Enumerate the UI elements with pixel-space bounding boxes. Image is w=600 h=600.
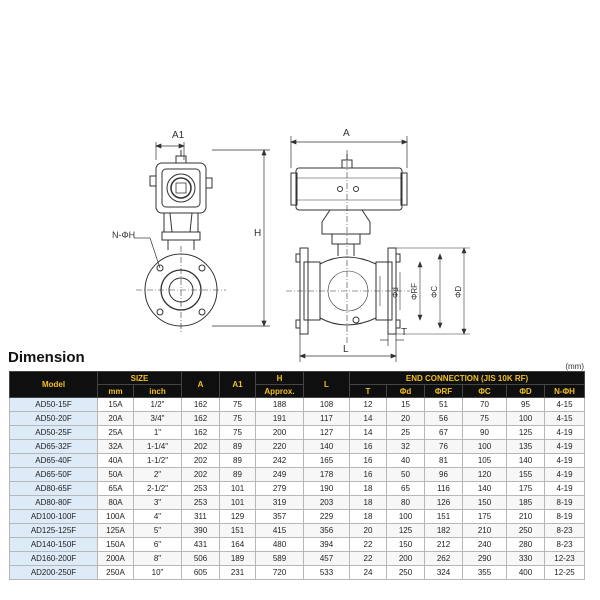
table-cell: 12-25 <box>545 566 585 580</box>
table-cell: 81 <box>425 454 463 468</box>
table-cell: 8-23 <box>545 524 585 538</box>
table-cell: 89 <box>220 440 256 454</box>
table-cell: 250 <box>387 566 425 580</box>
table-cell: 390 <box>182 524 220 538</box>
table-cell: 191 <box>256 412 304 426</box>
table-cell: 1-1/4" <box>134 440 182 454</box>
table-cell: 190 <box>304 482 350 496</box>
table-cell: 164 <box>220 538 256 552</box>
table-cell: 127 <box>304 426 350 440</box>
header-h: H <box>256 372 304 385</box>
table-cell: 126 <box>425 496 463 510</box>
table-cell: 4-15 <box>545 412 585 426</box>
table-cell: 40A <box>98 454 134 468</box>
table-cell: 150A <box>98 538 134 552</box>
table-cell: 50 <box>387 468 425 482</box>
table-cell: 140 <box>463 482 507 496</box>
table-row <box>10 454 585 468</box>
table-cell: 4-19 <box>545 454 585 468</box>
table-cell: 3/4" <box>134 412 182 426</box>
model-cell: AD200-250F <box>10 566 98 580</box>
table-cell: 262 <box>425 552 463 566</box>
table-cell: 200 <box>256 426 304 440</box>
model-cell: AD65-50F <box>10 468 98 482</box>
table-cell: 16 <box>350 468 387 482</box>
table-cell: 89 <box>220 454 256 468</box>
label-a: A <box>343 128 350 139</box>
table-cell: 15A <box>98 398 134 412</box>
table-cell: 25 <box>387 426 425 440</box>
model-cell: AD160-200F <box>10 552 98 566</box>
table-cell: 18 <box>350 496 387 510</box>
table-cell: 150 <box>463 496 507 510</box>
table-cell: 100 <box>463 440 507 454</box>
table-cell: 70 <box>463 398 507 412</box>
table-cell: 140 <box>507 454 545 468</box>
table-cell: 188 <box>256 398 304 412</box>
table-cell: 8-19 <box>545 496 585 510</box>
table-cell: 290 <box>463 552 507 566</box>
label-phi-c: ΦC <box>430 285 439 298</box>
table-cell: 250A <box>98 566 134 580</box>
table-cell: 356 <box>304 524 350 538</box>
table-row <box>10 468 585 482</box>
table-cell: 415 <box>256 524 304 538</box>
table-cell: 51 <box>425 398 463 412</box>
table-row <box>10 426 585 440</box>
table-cell: 210 <box>507 510 545 524</box>
table-cell: 75 <box>220 426 256 440</box>
table-cell: 280 <box>507 538 545 552</box>
table-cell: 355 <box>463 566 507 580</box>
table-row <box>10 398 585 412</box>
table-cell: 605 <box>182 566 220 580</box>
table-cell: 116 <box>425 482 463 496</box>
table-cell: 89 <box>220 468 256 482</box>
table-cell: 76 <box>425 440 463 454</box>
table-cell: 4-15 <box>545 398 585 412</box>
model-cell: AD50-25F <box>10 426 98 440</box>
table-cell: 185 <box>507 496 545 510</box>
table-cell: 22 <box>350 552 387 566</box>
model-cell: AD80-65F <box>10 482 98 496</box>
label-a1: A1 <box>172 130 185 141</box>
label-n-phi-h: N-ΦH <box>112 230 136 240</box>
table-cell: 480 <box>256 538 304 552</box>
table-cell: 32 <box>387 440 425 454</box>
table-cell: 324 <box>425 566 463 580</box>
table-cell: 151 <box>220 524 256 538</box>
table-cell: 95 <box>507 398 545 412</box>
table-cell: 1/2" <box>134 398 182 412</box>
table-cell: 240 <box>463 538 507 552</box>
model-cell: AD50-15F <box>10 398 98 412</box>
table-cell: 4-19 <box>545 426 585 440</box>
table-cell: 16 <box>350 440 387 454</box>
header-l: L <box>304 372 350 398</box>
section-title: Dimension <box>8 349 85 366</box>
table-cell: 200A <box>98 552 134 566</box>
table-cell: 200 <box>387 552 425 566</box>
table-cell: 212 <box>425 538 463 552</box>
header-n-phi-h: N-ΦH <box>545 385 585 398</box>
table-cell: 135 <box>507 440 545 454</box>
table-cell: 5" <box>134 524 182 538</box>
table-cell: 125A <box>98 524 134 538</box>
table-cell: 125 <box>387 524 425 538</box>
table-cell: 202 <box>182 468 220 482</box>
left-end-view <box>134 150 226 334</box>
table-cell: 75 <box>220 412 256 426</box>
table-cell: 220 <box>256 440 304 454</box>
table-cell: 2" <box>134 468 182 482</box>
table-cell: 431 <box>182 538 220 552</box>
table-cell: 253 <box>182 482 220 496</box>
table-cell: 24 <box>350 566 387 580</box>
table-cell: 175 <box>507 482 545 496</box>
table-cell: 20A <box>98 412 134 426</box>
table-cell: 279 <box>256 482 304 496</box>
table-cell: 253 <box>182 496 220 510</box>
table-cell: 80A <box>98 496 134 510</box>
table-cell: 8-23 <box>545 538 585 552</box>
table-cell: 4-19 <box>545 482 585 496</box>
table-cell: 8-19 <box>545 510 585 524</box>
table-cell: 1-1/2" <box>134 454 182 468</box>
table-cell: 3" <box>134 496 182 510</box>
table-cell: 120 <box>463 468 507 482</box>
table-cell: 80 <box>387 496 425 510</box>
table-cell: 67 <box>425 426 463 440</box>
label-phi-rf: ΦRF <box>410 282 419 300</box>
table-cell: 330 <box>507 552 545 566</box>
table-cell: 100 <box>507 412 545 426</box>
table-row <box>10 482 585 496</box>
table-cell: 140 <box>304 440 350 454</box>
header-phi-c: ΦC <box>463 385 507 398</box>
dimension-table <box>9 371 585 580</box>
table-cell: 15 <box>387 398 425 412</box>
table-cell: 75 <box>463 412 507 426</box>
table-cell: 117 <box>304 412 350 426</box>
table-cell: 12-23 <box>545 552 585 566</box>
table-cell: 108 <box>304 398 350 412</box>
table-cell: 125 <box>507 426 545 440</box>
table-cell: 75 <box>220 398 256 412</box>
table-cell: 18 <box>350 482 387 496</box>
header-phi-D: ΦD <box>507 385 545 398</box>
table-cell: 210 <box>463 524 507 538</box>
table-cell: 1" <box>134 426 182 440</box>
table-cell: 18 <box>350 510 387 524</box>
unit-note: (mm) <box>565 362 584 371</box>
table-cell: 40 <box>387 454 425 468</box>
model-cell: AD100-100F <box>10 510 98 524</box>
table-cell: 155 <box>507 468 545 482</box>
table-cell: 6" <box>134 538 182 552</box>
table-cell: 4" <box>134 510 182 524</box>
header-model: Model <box>10 372 98 398</box>
header-a1: A1 <box>220 372 256 398</box>
table-body <box>10 398 585 580</box>
table-cell: 229 <box>304 510 350 524</box>
table-row <box>10 566 585 580</box>
table-cell: 457 <box>304 552 350 566</box>
table-cell: 10" <box>134 566 182 580</box>
table-row <box>10 538 585 552</box>
header-a: A <box>182 372 220 398</box>
table-cell: 50A <box>98 468 134 482</box>
dim-a <box>291 136 407 168</box>
table-row <box>10 496 585 510</box>
header-size: SIZE <box>98 372 182 385</box>
table-cell: 32A <box>98 440 134 454</box>
table-cell: 175 <box>463 510 507 524</box>
table-cell: 20 <box>387 412 425 426</box>
table-cell: 65A <box>98 482 134 496</box>
table-cell: 151 <box>425 510 463 524</box>
table-cell: 56 <box>425 412 463 426</box>
table-cell: 14 <box>350 412 387 426</box>
table-cell: 250 <box>507 524 545 538</box>
table-cell: 16 <box>350 454 387 468</box>
header-approx: Approx. <box>256 385 304 398</box>
table-cell: 202 <box>182 454 220 468</box>
table-cell: 506 <box>182 552 220 566</box>
model-cell: AD140-150F <box>10 538 98 552</box>
table-cell: 400 <box>507 566 545 580</box>
table-cell: 162 <box>182 398 220 412</box>
table-cell: 96 <box>425 468 463 482</box>
dim-h <box>212 150 270 326</box>
dim-a1 <box>156 142 184 160</box>
table-cell: 100A <box>98 510 134 524</box>
table-row <box>10 412 585 426</box>
label-phi-d-small: Φd <box>391 287 400 298</box>
table-cell: 249 <box>256 468 304 482</box>
table-cell: 231 <box>220 566 256 580</box>
table-cell: 101 <box>220 482 256 496</box>
table-cell: 100 <box>387 510 425 524</box>
table-cell: 150 <box>387 538 425 552</box>
header-end-connection: END CONNECTION (JIS 10K RF) <box>350 372 585 385</box>
table-cell: 14 <box>350 426 387 440</box>
table-cell: 20 <box>350 524 387 538</box>
label-l: L <box>343 344 349 355</box>
model-cell: AD65-40F <box>10 454 98 468</box>
table-cell: 394 <box>304 538 350 552</box>
table-cell: 101 <box>220 496 256 510</box>
table-cell: 105 <box>463 454 507 468</box>
table-row <box>10 440 585 454</box>
model-cell: AD80-80F <box>10 496 98 510</box>
table-cell: 589 <box>256 552 304 566</box>
label-phi-D: ΦD <box>454 285 463 298</box>
table-cell: 4-19 <box>545 468 585 482</box>
table-cell: 319 <box>256 496 304 510</box>
table-cell: 182 <box>425 524 463 538</box>
table-cell: 129 <box>220 510 256 524</box>
table-cell: 357 <box>256 510 304 524</box>
table-cell: 720 <box>256 566 304 580</box>
table-cell: 162 <box>182 412 220 426</box>
model-cell: AD65-32F <box>10 440 98 454</box>
header-t: T <box>350 385 387 398</box>
header-inch: inch <box>134 385 182 398</box>
table-cell: 2-1/2" <box>134 482 182 496</box>
header-mm: mm <box>98 385 134 398</box>
table-row <box>10 552 585 566</box>
table-row <box>10 524 585 538</box>
table-cell: 22 <box>350 538 387 552</box>
table-cell: 533 <box>304 566 350 580</box>
table-cell: 65 <box>387 482 425 496</box>
table-cell: 178 <box>304 468 350 482</box>
table-cell: 165 <box>304 454 350 468</box>
table-cell: 203 <box>304 496 350 510</box>
table-cell: 25A <box>98 426 134 440</box>
header-phi-rf: ΦRF <box>425 385 463 398</box>
table-cell: 189 <box>220 552 256 566</box>
model-cell: AD50-20F <box>10 412 98 426</box>
model-cell: AD125-125F <box>10 524 98 538</box>
table-cell: 242 <box>256 454 304 468</box>
table-cell: 4-19 <box>545 440 585 454</box>
table-cell: 12 <box>350 398 387 412</box>
right-side-view <box>286 150 410 345</box>
table-cell: 8" <box>134 552 182 566</box>
label-t: T <box>401 327 408 338</box>
table-cell: 90 <box>463 426 507 440</box>
table-cell: 311 <box>182 510 220 524</box>
table-row <box>10 510 585 524</box>
table-cell: 162 <box>182 426 220 440</box>
label-h: H <box>254 228 262 239</box>
table-cell: 202 <box>182 440 220 454</box>
header-phi-d: Φd <box>387 385 425 398</box>
